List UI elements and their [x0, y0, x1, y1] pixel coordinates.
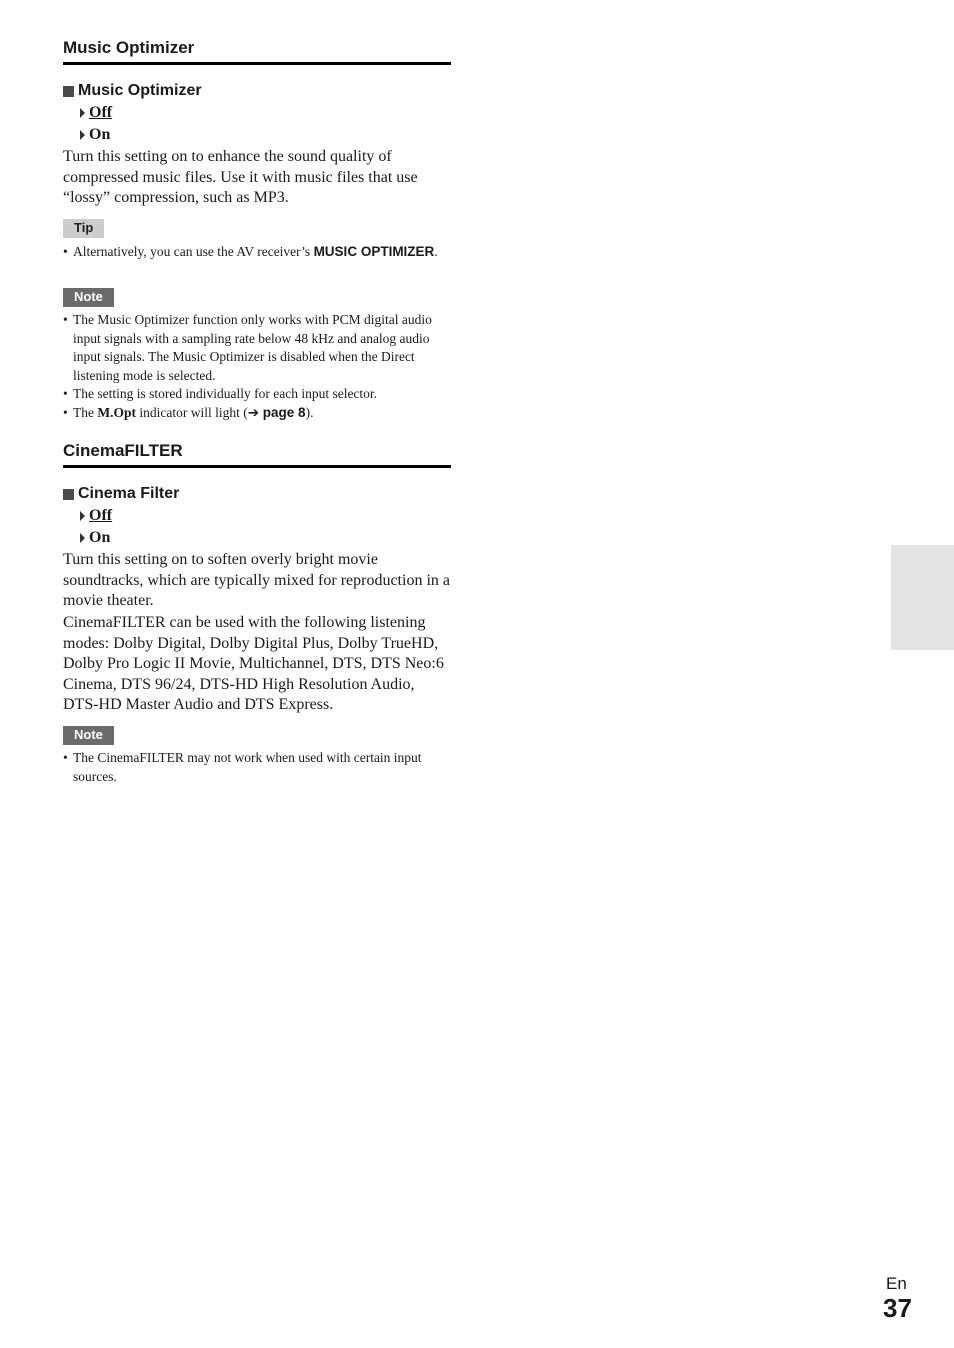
page-reference-link[interactable]: page 8 — [259, 404, 306, 420]
section-title-music-optimizer: Music Optimizer — [63, 38, 451, 65]
tip-list — [63, 243, 451, 262]
option-off — [63, 102, 112, 124]
arrow-right-icon: ➔ — [247, 404, 260, 420]
note-item: • The setting is stored individually for each input selector. — [63, 385, 451, 404]
setting-heading-music-optimizer — [63, 81, 202, 101]
option-off — [63, 505, 112, 527]
side-tab-marker — [891, 545, 954, 650]
note-text: The — [73, 404, 98, 420]
description: Turn this setting on to enhance the sound quality of compressed music files. Use it with music files that use “lossy” compression, such as MP3. — [63, 148, 418, 206]
note-list — [63, 749, 451, 786]
listening-modes-text: CinemaFILTER can be used with the following listening modes: Dolby Digital, Dolby Digital Plus, Dolby TrueHD, Dolby Pro Logic II Movie, Multichannel, DTS, DTS Neo:6 Cinema, DTS 96/24, DTS-HD High Resolution Audio, DTS-HD Master Audio and DTS Express. — [63, 614, 444, 713]
option-label: Off — [89, 507, 113, 524]
section-title-cinemafilter: CinemaFILTER — [63, 441, 451, 468]
option-on — [63, 124, 110, 146]
tip-text: Alternatively, you can use the AV receiver’s — [73, 244, 314, 259]
page-number: 37 — [883, 1293, 912, 1323]
note-text: indicator will light ( — [136, 404, 248, 420]
note-text-end: ). — [305, 404, 314, 420]
language-code: En — [886, 1274, 907, 1293]
triangle-right-icon — [80, 533, 85, 543]
option-label: On — [89, 529, 111, 546]
indicator-name: M.Opt — [97, 404, 136, 420]
triangle-right-icon — [80, 511, 85, 521]
option-on — [63, 527, 110, 549]
description: Turn this setting on to soften overly bright movie soundtracks, which are typically mixed for reproduction in a movie theater. — [63, 551, 450, 609]
triangle-right-icon — [80, 108, 85, 118]
tip-button-name: MUSIC OPTIMIZER — [313, 244, 435, 259]
tip-badge: Tip — [63, 219, 104, 238]
note-item — [63, 404, 451, 423]
triangle-right-icon — [80, 130, 85, 140]
option-label: On — [89, 126, 111, 143]
note-list — [63, 311, 451, 422]
square-bullet-icon — [63, 86, 74, 97]
note-badge: Note — [63, 726, 114, 745]
option-label: Off — [89, 104, 113, 121]
setting-name: Cinema Filter — [78, 485, 180, 502]
note-item: • The CinemaFILTER may not work when used with certain input sources. — [63, 749, 451, 786]
square-bullet-icon — [63, 489, 74, 500]
note-item: • The Music Optimizer function only works with PCM digital audio input signals with a sampling rate below 48 kHz and analog audio input signals. The Music Optimizer is disabled when the Direct listening mode is selected. — [63, 311, 451, 385]
tip-item — [63, 243, 451, 262]
setting-heading-cinema-filter — [63, 484, 179, 504]
tip-text-end: . — [434, 244, 438, 259]
setting-name: Music Optimizer — [78, 82, 202, 99]
note-badge: Note — [63, 288, 114, 307]
